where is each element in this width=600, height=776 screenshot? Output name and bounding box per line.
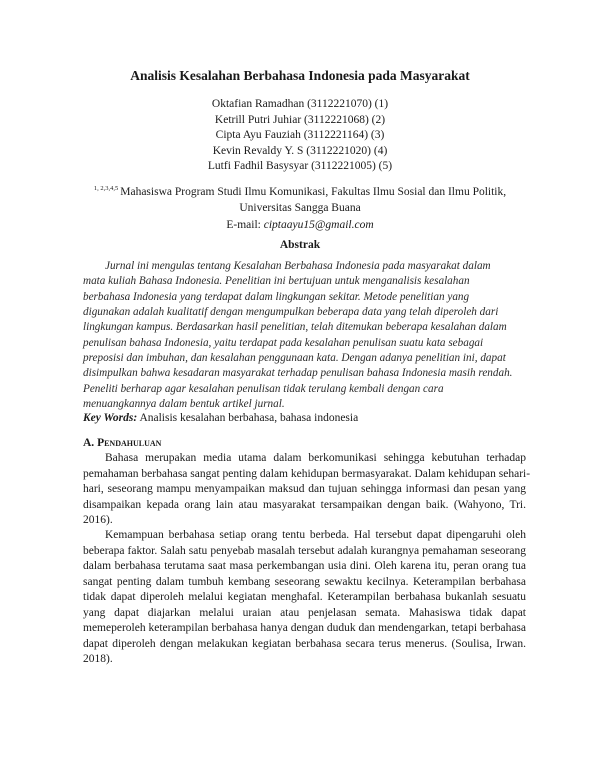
paragraph-line: pemahaman berbahasa sangat penting dalam kehidupan bermasyarakat. Dalam kehidupan sehari- <box>83 467 531 480</box>
author-line: Ketrill Putri Juhiar (3112221068) (2) <box>214 113 386 126</box>
abstract-line: mata kuliah Bahasa Indonesia. Penelitian ini bertujuan untuk menganalisis kesalahan <box>83 275 470 288</box>
paragraph-line: 2018). <box>83 653 113 665</box>
section-title: Pendahuluan <box>97 437 162 449</box>
paper-title: Analisis Kesalahan Berbahasa Indonesia pada Masyarakat <box>130 68 470 83</box>
abstract-line: penulisan bahasa Indonesia, yaitu terdapat pada kesalahan penulisan suatu kata sebagai <box>83 336 484 349</box>
paragraph-line: dapat diperoleh dengan melakukan kegiatan berbahasa secara terus menerus. (Soulisa, Irwan. <box>83 637 526 650</box>
keywords-label: Key Words: <box>83 412 138 424</box>
paragraph-line: beberapa faktor. Salah satu penyebab masalah tersebut adalah kurangnya pemahaman seseorang <box>83 544 526 557</box>
email-line <box>0 219 600 231</box>
paragraph-line: disampaikan kepada orang lain atau masyarakat tersampaikan dengan baik. (Wahyono, Tri. <box>83 498 526 511</box>
abstract-line: Jurnal ini mengulas tentang Kesalahan Berbahasa Indonesia pada masyarakat dalam <box>105 260 491 272</box>
abstract-line: preposisi dan imbuhan, dan kesalahan penggunaan kata. Dengan adanya penelitian ini, dapat <box>83 352 506 365</box>
abstract-line: berbahasa Indonesia yang terdapat dalam lingkungan sekitar. Metode penelitian yang <box>83 290 470 303</box>
affiliation-superscript: 1, 2,3,4,5 <box>93 185 119 192</box>
section-heading <box>83 437 161 449</box>
paragraph-line: memeperoleh keterampilan berbahasa hanya dengan duduk dan mendengarkan, tetapi berbahasa <box>83 622 526 634</box>
keywords-text: Analisis kesalahan berbahasa, bahasa indonesia <box>139 412 359 424</box>
section-number: A. <box>83 437 95 449</box>
abstract-heading: Abstrak <box>279 239 321 251</box>
email-address[interactable]: ciptaayu15@gmail.com <box>263 219 374 231</box>
paragraph-line: 2016). <box>83 514 113 526</box>
abstract-line: disimpulkan bahwa kesadaran masyarakat terhadap penulisan bahasa Indonesia masih rendah. <box>83 367 513 380</box>
keywords <box>83 412 526 424</box>
author-list <box>0 97 600 175</box>
paragraph-line: hari, seseorang mampu menyampaikan maksud dan tujuan sehingga informasi dan pesan yang <box>83 483 526 495</box>
abstract-line: digunakan adalah kualitatif dengan mengumpulkan beberapa data yang telah diperoleh dari <box>83 306 499 319</box>
abstract-line: menuangkannya dalam bentuk artikel jurnal. <box>83 398 285 411</box>
author-line: Cipta Ayu Fauziah (3112221164) (3) <box>215 129 385 142</box>
paragraph-line: yang dapat diajarkan melalui uraian atau penjelasan semata. Mahasiswa tidak dapat <box>83 606 526 619</box>
author-line: Lutfi Fadhil Basysyar (3112221005) (5) <box>207 160 393 173</box>
abstract-line: Peneliti berharap agar kesalahan penulisan tidak terulang kembali dengan cara <box>83 382 444 395</box>
paragraph-line: sangat penting dalam tumbuh kembang seseorang sewaktu kecilnya. Keterampilan berbahasa <box>83 575 526 588</box>
paragraph-line: Bahasa merupakan media utama dalam berkomunikasi sehingga kebutuhan terhadap <box>105 452 526 464</box>
affiliation <box>60 181 540 216</box>
author-line: Oktafian Ramadhan (3112221070) (1) <box>211 98 389 110</box>
paragraph-line: Kemampuan berbahasa setiap orang tentu berbeda. Hal tersebut dapat dipengaruhi oleh <box>105 529 526 541</box>
author-line: Kevin Revaldy Y. S (3112221020) (4) <box>212 144 388 157</box>
affiliation-line-2: Universitas Sangga Buana <box>239 201 361 214</box>
paragraph-line: dalam berbahasa terutama saat masa perkembangan usia dini. Oleh karena itu, peran orang tua <box>83 560 526 572</box>
paragraph-line: tidak dapat diperoleh melalui kegiatan menghafal. Keterampilan berbahasa bukanlah sesuatu <box>83 591 526 603</box>
email-label: E-mail: <box>226 219 261 231</box>
paragraph-2 <box>83 528 526 668</box>
paragraph-1 <box>83 451 531 529</box>
affiliation-line-1: Mahasiswa Program Studi Ilmu Komunikasi, Fakultas Ilmu Sosial dan Ilmu Politik, <box>120 186 507 198</box>
abstract-body <box>83 259 526 412</box>
abstract-line: lingkungan kampus. Berdasarkan hasil penelitian, telah ditemukan beberapa kesalahan dalam <box>83 321 507 334</box>
